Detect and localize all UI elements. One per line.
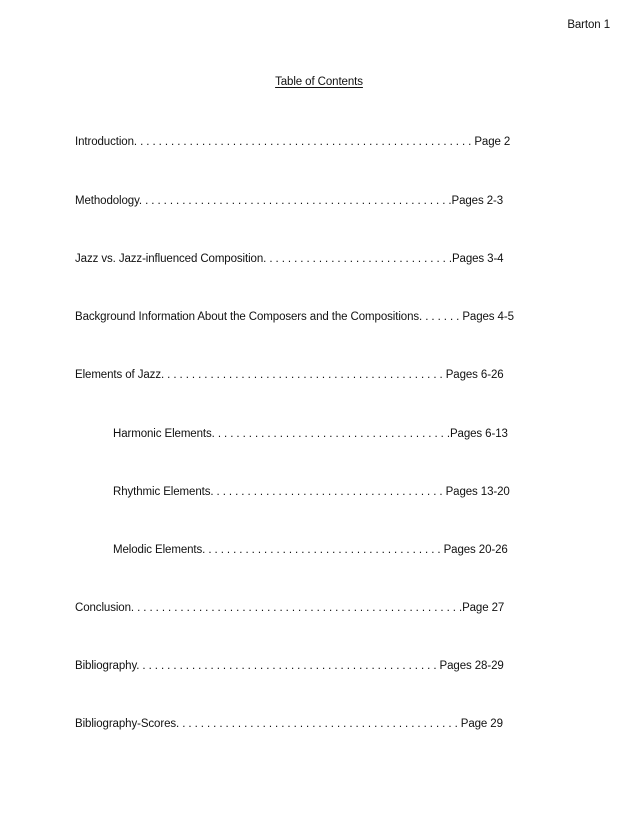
toc-entry-elements-of-jazz: Elements of Jazz. . . . . . . . . . . . . . . . . . . . . . . . . . . . . . . . . . . . . . . . . . . . . . Pages 6-26 <box>75 369 504 381</box>
toc-entry-bibliography: Bibliography. . . . . . . . . . . . . . . . . . . . . . . . . . . . . . . . . . . . . . . . . . . . . . . . . Pages 28-29 <box>75 660 504 672</box>
toc-entry-methodology: Methodology. . . . . . . . . . . . . . . . . . . . . . . . . . . . . . . . . . . . . . . . . . . . . . . . . . .Pages 2-3 <box>75 195 504 207</box>
toc-entry-conclusion: Conclusion. . . . . . . . . . . . . . . . . . . . . . . . . . . . . . . . . . . . . . . . . . . . . . . . . . . . . .Page 27 <box>75 602 505 614</box>
toc-entry-rhythmic-elements: Rhythmic Elements. . . . . . . . . . . . . . . . . . . . . . . . . . . . . . . . . . . . . . Pages 13-20 <box>113 486 510 498</box>
toc-entry-melodic-elements: Melodic Elements. . . . . . . . . . . . . . . . . . . . . . . . . . . . . . . . . . . . . . . Pages 20-26 <box>113 544 508 556</box>
toc-entry-bibliography-scores: Bibliography-Scores. . . . . . . . . . . . . . . . . . . . . . . . . . . . . . . . . . . . . . . . . . . . . . Page 29 <box>75 718 503 730</box>
toc-title <box>0 76 638 88</box>
toc-entry-introduction: Introduction. . . . . . . . . . . . . . . . . . . . . . . . . . . . . . . . . . . . . . . . . . . . . . . . . . . . . . . Page 2 <box>75 136 511 148</box>
toc-entry-harmonic-elements: Harmonic Elements. . . . . . . . . . . . . . . . . . . . . . . . . . . . . . . . . . . . . . .Pages 6-13 <box>113 428 508 440</box>
toc-entry-jazz-vs-jazz-influenced: Jazz vs. Jazz-influenced Composition. . . . . . . . . . . . . . . . . . . . . . . . . . . . . . .Pages 3-4 <box>75 253 504 265</box>
page-header-label: Barton 1 <box>567 19 610 31</box>
toc-title-text: Table of Contents <box>275 76 363 88</box>
toc-entry-background-information: Background Information About the Composers and the Compositions. . . . . . . Pages 4-5 <box>75 311 514 323</box>
